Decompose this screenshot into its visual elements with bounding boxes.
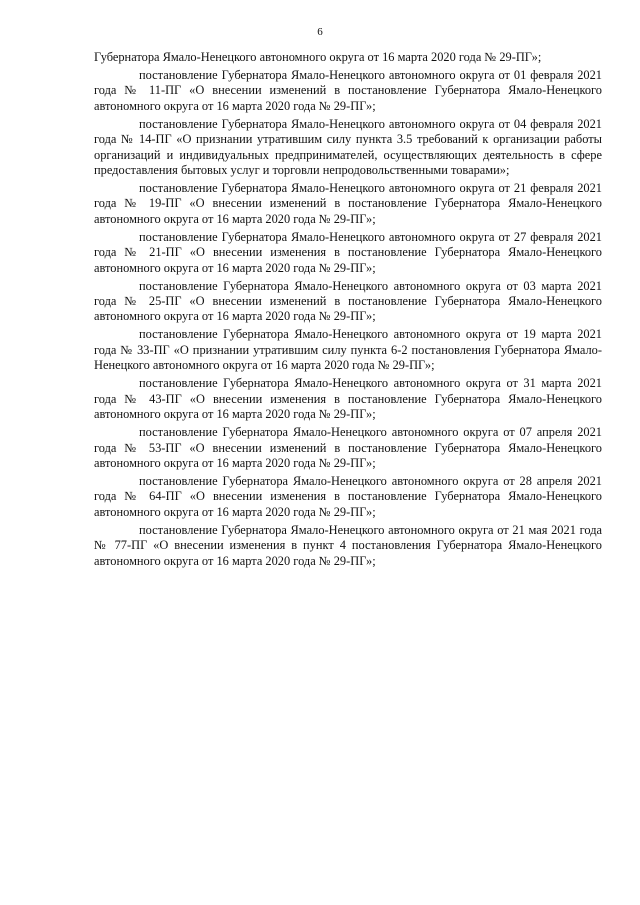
paragraph: постановление Губернатора Ямало-Ненецкого автономного округа от 03 марта 2021 года № 25-ПГ «О внесении изменений в постановление Губернатора Ямало-Ненецкого автономного округа от 16 марта 2020 года № 29-ПГ»; xyxy=(94,278,602,324)
paragraph: постановление Губернатора Ямало-Ненецкого автономного округа от 01 февраля 2021 года № 11-ПГ «О внесении изменений в постановление Губернатора Ямало-Ненецкого автономного округа от 16 марта 2020 года № 29-ПГ»; xyxy=(94,68,602,113)
paragraph: постановление Губернатора Ямало-Ненецкого автономного округа от 07 апреля 2021 года № 53-ПГ «О внесении изменений в постановление Губернатора Ямало-Ненецкого автономного округа от 16 марта 2020 года № 29-ПГ»; xyxy=(94,425,602,470)
paragraph: постановление Губернатора Ямало-Ненецкого автономного округа от 04 февраля 2021 года № 14-ПГ «О признании утратившим силу пункта 3.5 требований к организации работы организаций и индивидуальных предпринимателей, осуществляющих деятельность в сфере предоставления бытовых услуг и торговли непродовольственными товарами»; xyxy=(94,116,602,178)
document-body xyxy=(94,50,602,569)
paragraph: Губернатора Ямало-Ненецкого автономного округа от 16 марта 2020 года № 29-ПГ»; xyxy=(94,50,542,64)
page-number: 6 xyxy=(317,26,323,38)
paragraph: постановление Губернатора Ямало-Ненецкого автономного округа от 31 марта 2021 года № 43-ПГ «О внесении изменения в постановление Губернатора Ямало-Ненецкого автономного округа от 16 марта 2020 года № 29-ПГ»; xyxy=(94,376,602,422)
paragraph: постановление Губернатора Ямало-Ненецкого автономного округа от 21 мая 2021 года № 77-ПГ «О внесении изменения в пункт 4 постановления Губернатора Ямало-Ненецкого автономного округа от 16 марта 2020 года № 29-ПГ»; xyxy=(94,522,602,568)
paragraph: постановление Губернатора Ямало-Ненецкого автономного округа от 19 марта 2021 года № 33-ПГ «О признании утратившим силу пункта 6-2 постановления Губернатора Ямало-Ненецкого автономного округа от 16 марта 2020 года № 29-ПГ»; xyxy=(94,327,602,373)
paragraph: постановление Губернатора Ямало-Ненецкого автономного округа от 27 февраля 2021 года № 21-ПГ «О внесении изменения в постановление Губернатора Ямало-Ненецкого автономного округа от 16 марта 2020 года № 29-ПГ»; xyxy=(94,229,602,275)
paragraph: постановление Губернатора Ямало-Ненецкого автономного округа от 21 февраля 2021 года № 19-ПГ «О внесении изменений в постановление Губернатора Ямало-Ненецкого автономного округа от 16 марта 2020 года № 29-ПГ»; xyxy=(94,181,602,226)
paragraph: постановление Губернатора Ямало-Ненецкого автономного округа от 28 апреля 2021 года № 64-ПГ «О внесении изменения в постановление Губернатора Ямало-Ненецкого автономного округа от 16 марта 2020 года № 29-ПГ»; xyxy=(94,473,602,519)
